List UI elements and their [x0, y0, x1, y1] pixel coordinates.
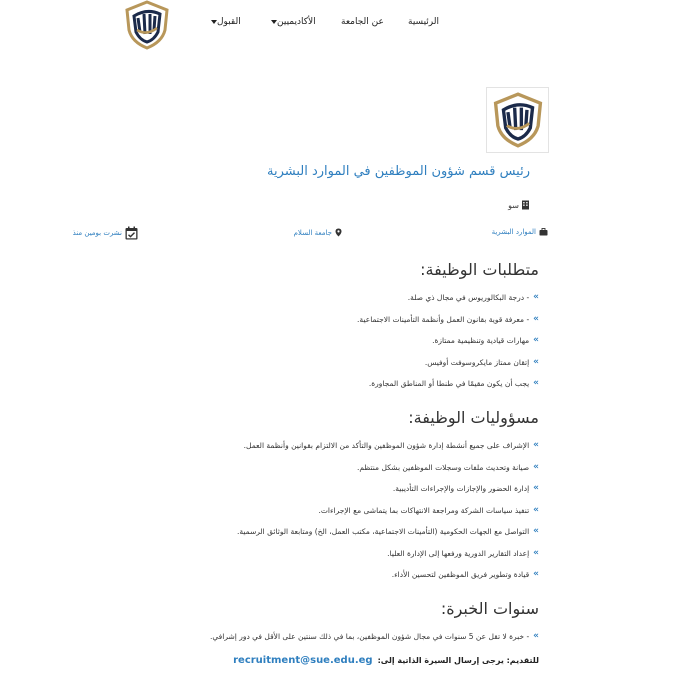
bullet-icon: »	[533, 461, 539, 472]
nav-admission-label: القبول	[217, 17, 241, 27]
list-item: » تنفيذ سياسات الشركة ومراجعة الانتهاكات بما يتماشى مع الإجراءات.	[318, 504, 539, 515]
university-shield-logo	[492, 92, 544, 148]
job-posted	[73, 226, 138, 240]
list-item: » إدارة الحضور والإجازات والإجراءات التأديبية.	[392, 483, 539, 493]
bullet-icon: »	[533, 313, 539, 324]
bullet-icon: »	[533, 631, 539, 641]
responsibilities-heading: مسؤوليات الوظيفة:	[408, 408, 539, 427]
experience-list	[210, 632, 539, 654]
list-item: » الإشراف على جميع أنشطة إدارة شؤون الموظفين والتأكد من الالتزام بقوانين وأنظمة العمل.	[243, 440, 539, 450]
bullet-icon: »	[533, 526, 539, 536]
company-name	[508, 200, 530, 210]
apply-label: للتقديم: يرجى إرسال السيرة الذاتية إلى:	[377, 656, 539, 665]
posted-label: نشرت بومين منذ	[72, 229, 122, 237]
requirements-list	[357, 293, 539, 401]
bullet-icon: »	[533, 292, 539, 302]
building-icon	[521, 200, 530, 210]
main-nav	[0, 17, 681, 37]
bullet-icon: »	[533, 378, 539, 388]
list-item: » مهارات قيادية وتنظيمية ممتازة.	[432, 335, 539, 345]
experience-heading: سنوات الخبرة:	[440, 599, 539, 618]
job-title[interactable]: رئيس قسم شؤون الموظفين في الموارد البشرية	[266, 164, 530, 179]
bullet-icon: »	[533, 335, 539, 345]
bullet-icon: »	[533, 569, 539, 579]
responsibilities-list	[237, 441, 539, 592]
nav-academics[interactable]	[270, 17, 316, 27]
location-label: جامعة السلام	[293, 228, 332, 237]
nav-home[interactable]: الرئيسية	[408, 17, 439, 27]
job-location[interactable]	[294, 228, 342, 237]
bullet-icon: »	[533, 504, 539, 515]
list-item: » يجب أن يكون مقيمًا في طنطا أو المناطق المجاورة.	[368, 378, 539, 388]
list-item: » - معرفة قوية بقانون العمل وأنظمة التأمينات الاجتماعية.	[357, 313, 539, 324]
list-item: » - خبرة لا تقل عن 5 سنوات في مجال شؤون الموظفين، بما في ذلك سنتين على الأقل في دور إشرافي.	[210, 631, 539, 641]
map-pin-icon	[335, 228, 342, 237]
briefcase-icon	[539, 228, 548, 236]
company-label: سو	[508, 200, 519, 210]
company-logo	[486, 87, 549, 153]
list-item: » إتقان ممتاز مايكروسوفت أوفيس.	[424, 356, 539, 367]
department-label: الموارد البشرية	[491, 228, 536, 236]
list-item: » إعداد التقارير الدورية ورفعها إلى الإدارة العليا.	[387, 547, 539, 558]
apply-instructions	[233, 655, 539, 666]
list-item: » قيادة وتطوير فريق الموظفين لتحسين الأداء.	[391, 569, 539, 579]
list-item: » التواصل مع الجهات الحكومية (التأمينات الاجتماعية، مكتب العمل، الخ) ومتابعة الوثائق الرسمية.	[236, 526, 539, 536]
bullet-icon: »	[533, 440, 539, 450]
apply-email-link[interactable]: recruitment@sue.edu.eg	[233, 655, 373, 666]
bullet-icon: »	[533, 483, 539, 493]
nav-admission[interactable]	[210, 17, 241, 27]
list-item: » - درجة البكالوريوس في مجال ذي صلة.	[407, 292, 539, 302]
list-item: » صيانة وتحديث ملفات وسجلات الموظفين بشكل منتظم.	[356, 461, 539, 472]
nav-about[interactable]: عن الجامعة	[341, 17, 384, 27]
bullet-icon: »	[533, 356, 539, 367]
requirements-heading: متطلبات الوظيفة:	[420, 260, 539, 279]
job-department[interactable]	[492, 228, 548, 236]
calendar-icon	[125, 226, 138, 240]
nav-academics-label: الأكاديميين	[277, 17, 316, 27]
bullet-icon: »	[533, 547, 539, 558]
